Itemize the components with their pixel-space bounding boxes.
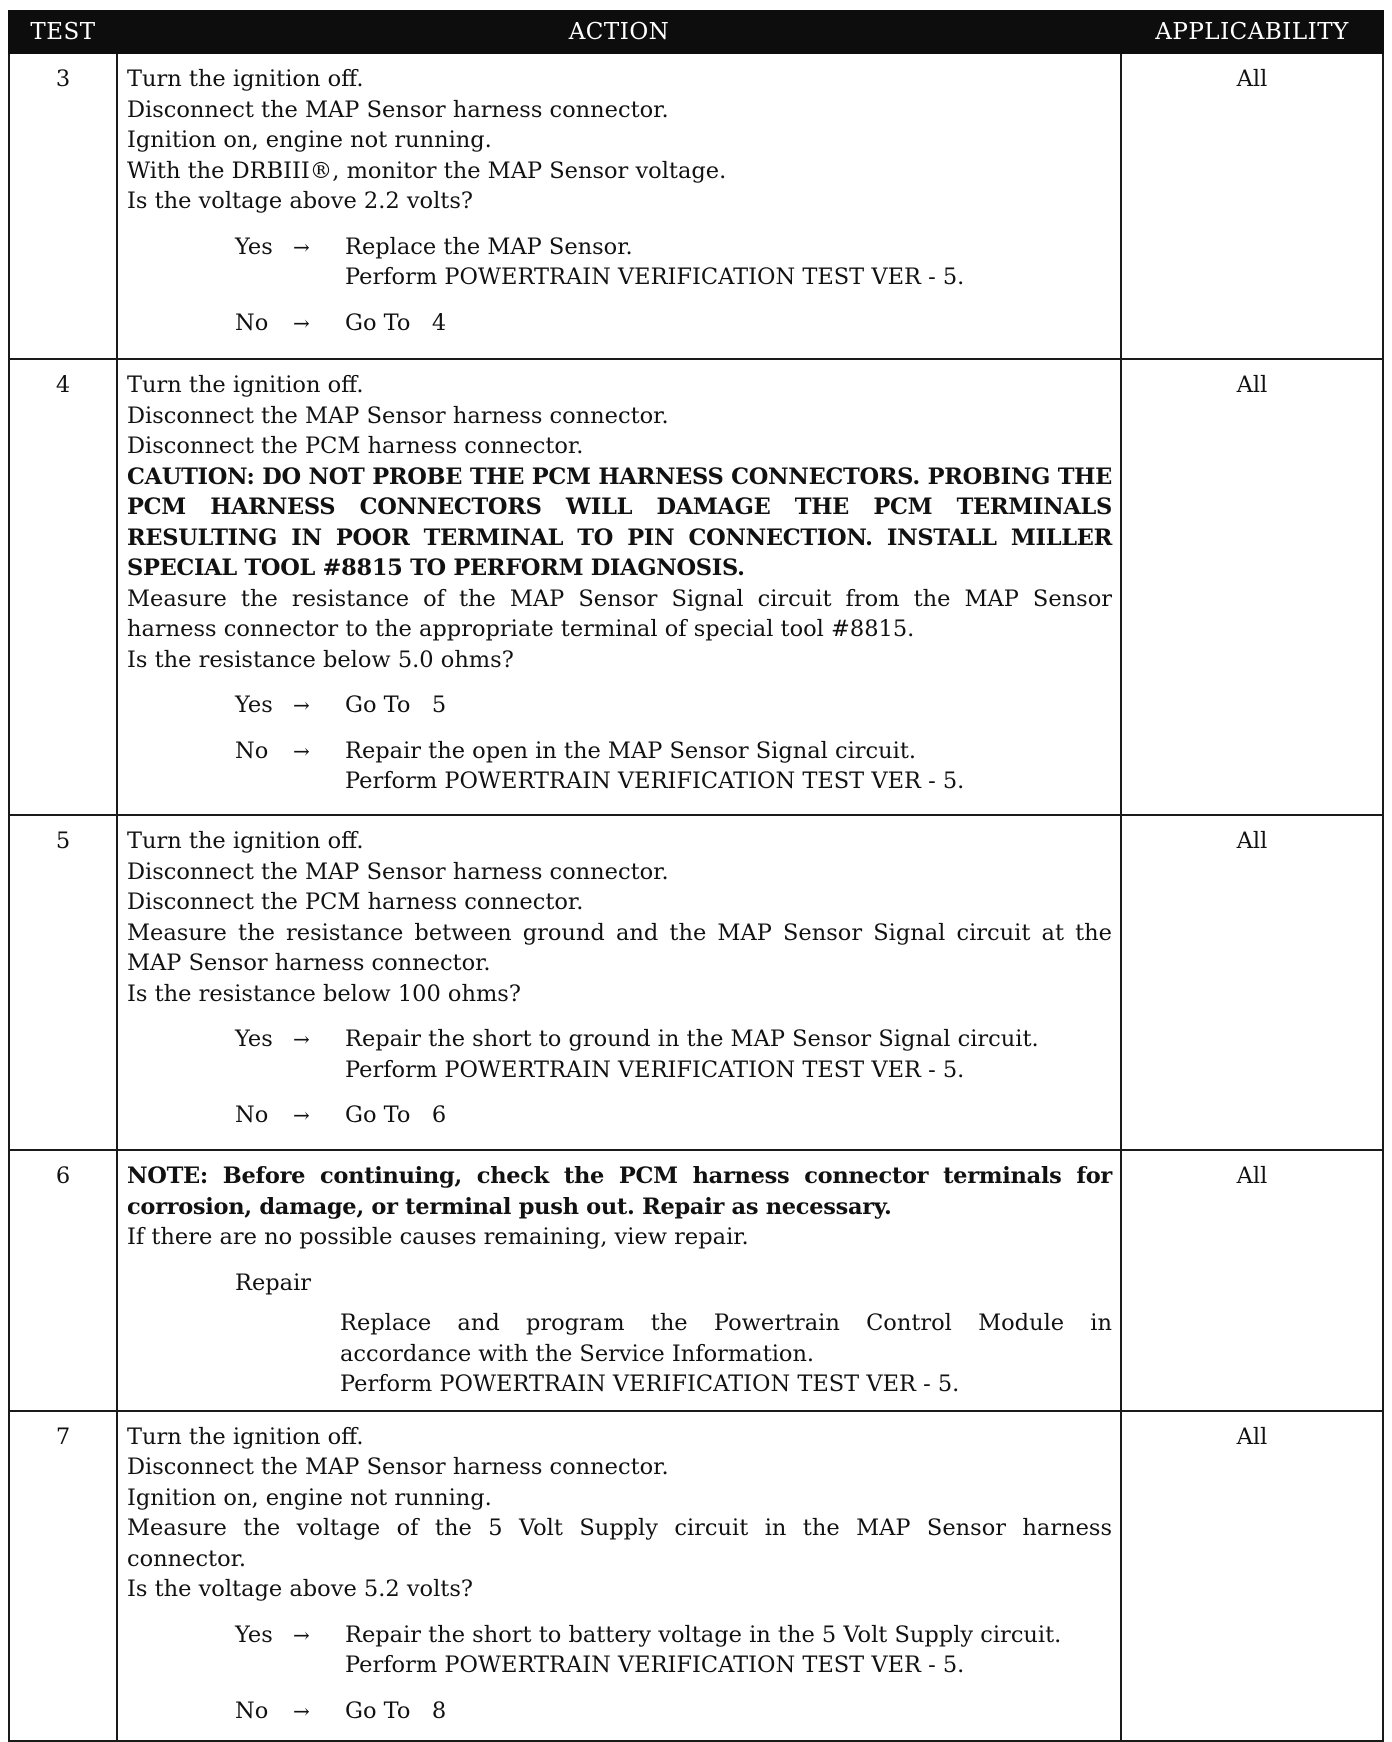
repair-block	[235, 1268, 1112, 1400]
no-answer	[235, 308, 1112, 339]
result-line: Go To 6	[345, 1102, 447, 1128]
result-line: Go To 8	[345, 1697, 447, 1724]
yes-answer	[235, 232, 1112, 293]
no-label: No	[235, 1102, 269, 1128]
no-answer	[235, 1100, 1112, 1131]
result-line: Go To 5	[345, 692, 447, 718]
result-line: Repair the short to battery voltage in the 5 Volt Supply circuit.	[345, 1621, 1062, 1648]
test-row-3	[9, 53, 1383, 359]
arrow-right-icon: →	[293, 738, 310, 763]
arrow-right-icon: →	[293, 1027, 310, 1051]
yes-result	[345, 690, 1112, 721]
applicability-cell: All	[1121, 815, 1383, 1150]
test-number: 4	[9, 359, 117, 815]
yes-answer	[235, 1620, 1112, 1681]
yes-label: Yes	[235, 233, 273, 260]
note-text: NOTE: Before continuing, check the PCM harness connector terminals for corrosion, damage, or terminal push out. Repair as necessary.	[127, 1163, 1112, 1220]
diagnostic-procedure-sheet	[8, 10, 1382, 1730]
test-row-7	[9, 1411, 1383, 1741]
step-text: Measure the voltage of the 5 Volt Supply circuit in the MAP Sensor harness connector.	[127, 1515, 1112, 1572]
yes-label: Yes	[235, 1026, 273, 1052]
step-text: Measure the resistance between ground and the MAP Sensor Signal circuit at the MAP Sensor harness connector.	[127, 919, 1112, 976]
header-action: ACTION	[117, 11, 1121, 53]
yes-label: Yes	[235, 1621, 273, 1648]
step-text: Turn the ignition off.	[127, 372, 364, 398]
step-text: Disconnect the MAP Sensor harness connector.	[127, 402, 669, 429]
caution-text: CAUTION: DO NOT PROBE THE PCM HARNESS CONNECTORS. PROBING THE PCM HARNESS CONNECTORS WILL DAMAGE THE PCM TERMINALS RESULTING IN POOR TERMINAL TO PIN CONNECTION. INSTALL MILLER SPECIAL TOOL #8815 TO PERFORM DIAGNOSIS.	[127, 463, 1112, 581]
no-answer	[235, 736, 1112, 797]
header-test: TEST	[9, 11, 117, 53]
applicability-cell: All	[1121, 1411, 1383, 1741]
yes-result	[345, 1620, 1112, 1681]
test-row-5	[9, 815, 1383, 1150]
step-text: Turn the ignition off.	[127, 1423, 364, 1450]
step-text: Disconnect the PCM harness connector.	[127, 433, 584, 459]
question-text: Is the resistance below 5.0 ohms?	[127, 646, 514, 673]
no-answer	[235, 1696, 1112, 1727]
no-result	[345, 1100, 1112, 1131]
result-line: Perform POWERTRAIN VERIFICATION TEST VER - 5.	[345, 1056, 965, 1083]
question-text: Is the voltage above 5.2 volts?	[127, 1576, 473, 1602]
result-line: Replace the MAP Sensor.	[345, 233, 633, 260]
yes-result	[345, 1024, 1112, 1085]
no-result	[345, 736, 1112, 797]
arrow-right-icon: →	[293, 1698, 310, 1723]
step-text: Turn the ignition off.	[127, 66, 364, 92]
result-line: Perform POWERTRAIN VERIFICATION TEST VER - 5.	[345, 768, 965, 794]
header-applicability: APPLICABILITY	[1121, 11, 1383, 53]
question-text: Is the voltage above 2.2 volts?	[127, 188, 473, 214]
yes-answer	[235, 690, 1112, 721]
no-label: No	[235, 1697, 269, 1724]
diagnostic-table	[8, 10, 1384, 1742]
action-cell	[117, 359, 1121, 815]
yes-answer	[235, 1024, 1112, 1085]
action-cell	[117, 1150, 1121, 1411]
test-number: 6	[9, 1150, 117, 1411]
step-text: Disconnect the MAP Sensor harness connector.	[127, 858, 669, 885]
arrow-right-icon: →	[293, 234, 310, 259]
repair-line: Perform POWERTRAIN VERIFICATION TEST VER - 5.	[340, 1371, 960, 1397]
applicability-cell: All	[1121, 53, 1383, 359]
action-cell	[117, 815, 1121, 1150]
step-text: With the DRBIII®, monitor the MAP Sensor voltage.	[127, 157, 727, 184]
test-number: 7	[9, 1411, 117, 1741]
test-row-6	[9, 1150, 1383, 1411]
header-row	[9, 11, 1383, 53]
result-line: Perform POWERTRAIN VERIFICATION TEST VER - 5.	[345, 1652, 965, 1678]
step-text: Ignition on, engine not running.	[127, 127, 492, 153]
repair-label: Repair	[235, 1269, 312, 1296]
step-text: If there are no possible causes remaining, view repair.	[127, 1224, 749, 1250]
repair-line: Replace and program the Powertrain Control Module in accordance with the Service Information.	[340, 1310, 1112, 1367]
step-text: Measure the resistance of the MAP Sensor Signal circuit from the MAP Sensor harness connector to the appropriate terminal of special tool #8815.	[127, 585, 1112, 642]
yes-label: Yes	[235, 692, 273, 718]
arrow-right-icon: →	[293, 693, 310, 717]
test-number: 5	[9, 815, 117, 1150]
no-result	[345, 308, 1112, 339]
result-line: Repair the short to ground in the MAP Sensor Signal circuit.	[345, 1026, 1039, 1052]
step-text: Turn the ignition off.	[127, 828, 364, 854]
step-text: Ignition on, engine not running.	[127, 1484, 492, 1511]
no-label: No	[235, 309, 269, 336]
result-line: Perform POWERTRAIN VERIFICATION TEST VER - 5.	[345, 264, 965, 290]
arrow-right-icon: →	[293, 1622, 310, 1647]
applicability-cell: All	[1121, 359, 1383, 815]
action-cell	[117, 53, 1121, 359]
no-label: No	[235, 737, 269, 764]
action-cell	[117, 1411, 1121, 1741]
step-text: Disconnect the MAP Sensor harness connector.	[127, 1454, 669, 1480]
arrow-right-icon: →	[293, 310, 310, 335]
repair-text	[340, 1308, 1112, 1400]
no-result	[345, 1696, 1112, 1727]
step-text: Disconnect the MAP Sensor harness connector.	[127, 96, 669, 123]
result-line: Go To 4	[345, 309, 447, 336]
test-row-4	[9, 359, 1383, 815]
step-text: Disconnect the PCM harness connector.	[127, 889, 584, 915]
result-line: Repair the open in the MAP Sensor Signal circuit.	[345, 737, 917, 764]
yes-result	[345, 232, 1112, 293]
question-text: Is the resistance below 100 ohms?	[127, 980, 521, 1007]
arrow-right-icon: →	[293, 1103, 310, 1127]
applicability-cell: All	[1121, 1150, 1383, 1411]
test-number: 3	[9, 53, 117, 359]
